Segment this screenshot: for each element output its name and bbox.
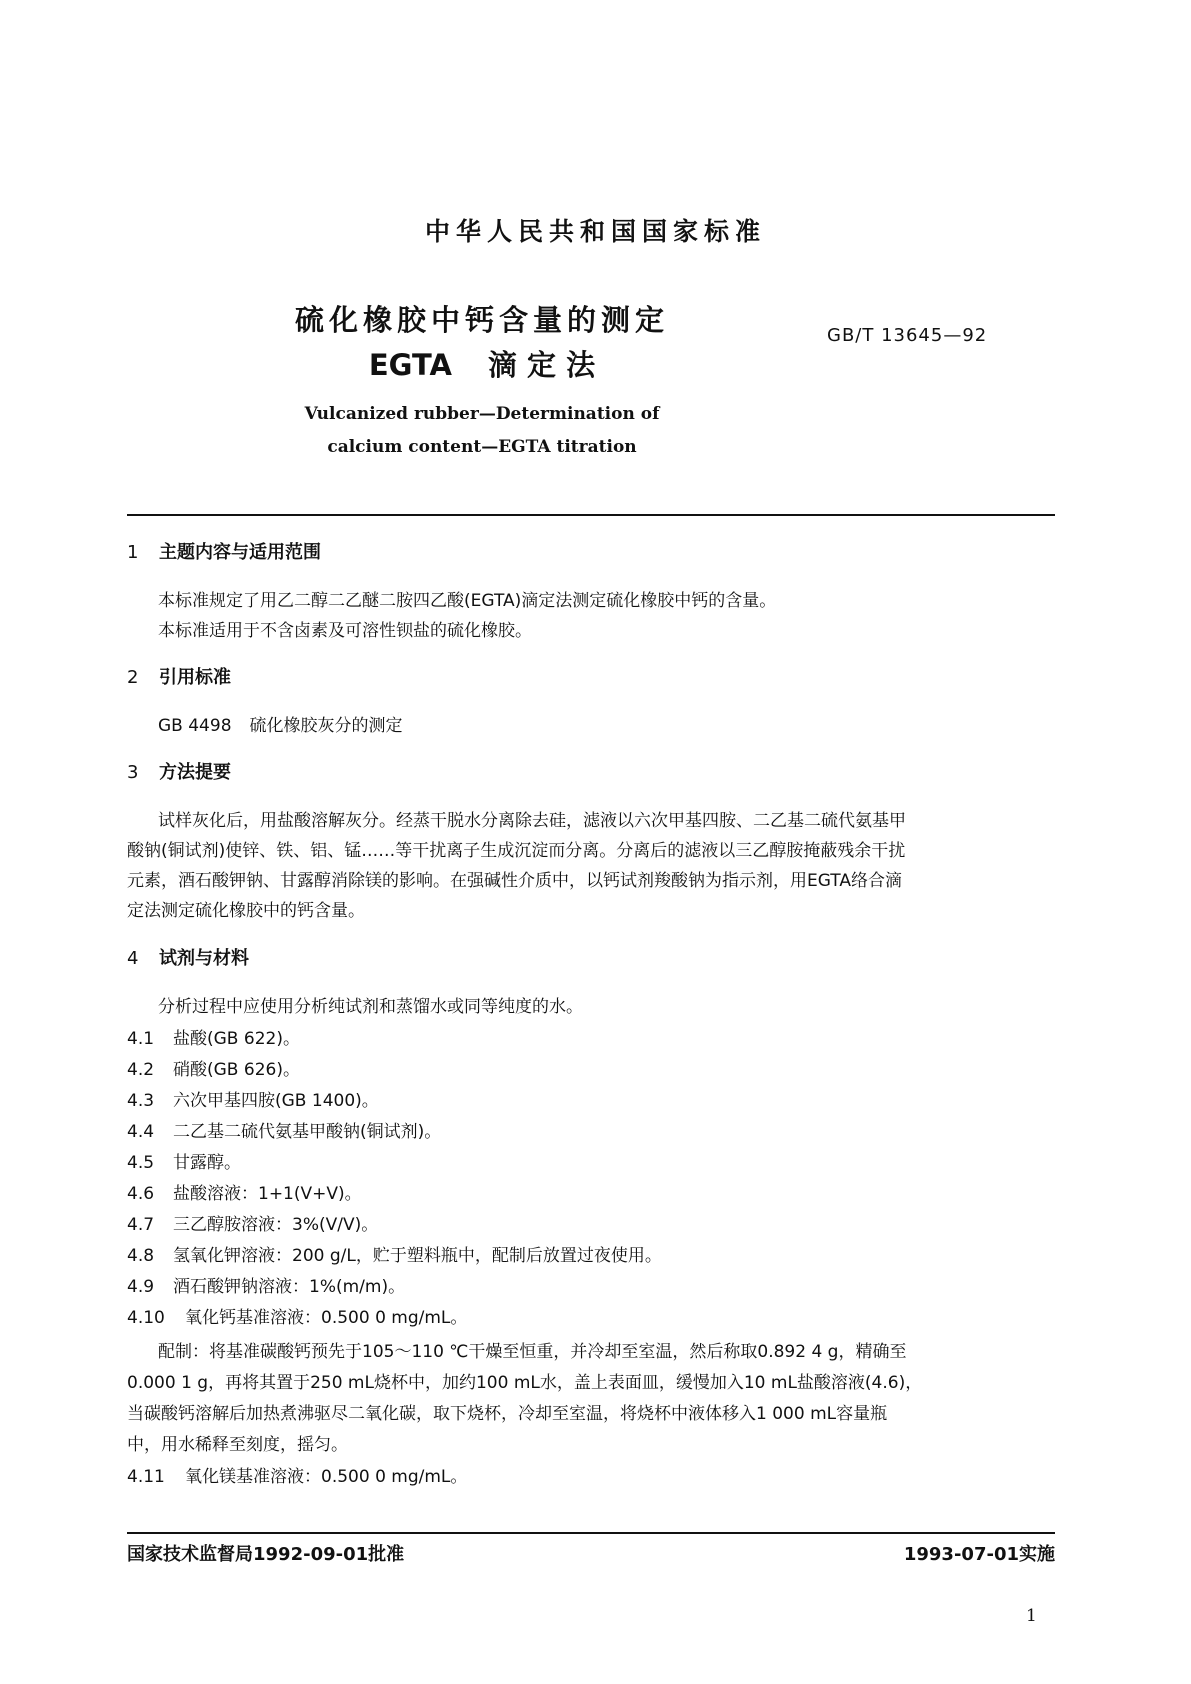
preparation-line-2: 0.000 1 g，再将其置于250 mL烧杯中，加约100 mL水，盖上表面皿，缓慢加入10 mL盐酸溶液(4.6)， xyxy=(127,1373,923,1393)
reagent-item: 4.8 氢氧化钾溶液：200 g/L，贮于塑料瓶中，配制后放置过夜使用。 xyxy=(127,1246,662,1266)
reagent-item: 4.9 酒石酸钾钠溶液：1%(m/m)。 xyxy=(127,1277,406,1297)
section-2-heading: 2 引用标准 xyxy=(127,667,231,688)
titration-label: 滴 定 法 xyxy=(487,348,596,382)
reagent-item: 4.7 三乙醇胺溶液：3%(V/V)。 xyxy=(127,1215,379,1235)
section-1-paragraph-1: 本标准规定了用乙二醇二乙醚二胺四乙酸(EGTA)滴定法测定硫化橡胶中钙的含量。 xyxy=(158,591,777,611)
preparation-line-4: 中，用水稀释至刻度，摇匀。 xyxy=(127,1435,348,1455)
english-title-line2: calcium content—EGTA titration xyxy=(327,437,637,457)
reagent-item: 4.6 盐酸溶液：1+1(V+V)。 xyxy=(127,1184,362,1204)
section-3-line-1: 试样灰化后，用盐酸溶解灰分。经蒸干脱水分离除去硅，滤液以六次甲基四胺、二乙基二硫代氨基甲 xyxy=(158,811,906,831)
section-3-line-4: 定法测定硫化橡胶中的钙含量。 xyxy=(127,901,365,921)
egta-label: EGTA xyxy=(368,348,452,382)
standard-title-method xyxy=(0,343,964,384)
preparation-line-1: 配制：将基准碳酸钙预先于105～110 ℃干燥至恒重，并冷却至室温，然后称取0.892 4 g，精确至 xyxy=(158,1342,907,1362)
reagent-item: 4.4 二乙基二硫代氨基甲酸钠(铜试剂)。 xyxy=(127,1122,442,1142)
footer-divider xyxy=(127,1532,1055,1534)
reagent-item: 4.3 六次甲基四胺(GB 1400)。 xyxy=(127,1091,379,1111)
section-3-line-3: 元素，酒石酸钾钠、甘露醇消除镁的影响。在强碱性介质中，以钙试剂羧酸钠为指示剂，用EGTA络合滴 xyxy=(127,871,903,891)
section-1-paragraph-2: 本标准适用于不含卤素及可溶性钡盐的硫化橡胶。 xyxy=(158,621,532,641)
reagent-item: 4.11 氧化镁基准溶液：0.500 0 mg/mL。 xyxy=(127,1467,468,1487)
section-4-heading: 4 试剂与材料 xyxy=(127,948,249,969)
reagent-item: 4.2 硝酸(GB 626)。 xyxy=(127,1060,300,1080)
section-1-heading: 1 主题内容与适用范围 xyxy=(127,542,321,563)
section-3-heading: 3 方法提要 xyxy=(127,762,231,783)
preparation-line-3: 当碳酸钙溶解后加热煮沸驱尽二氧化碳，取下烧杯，冷却至室温，将烧杯中液体移入1 000 mL容量瓶 xyxy=(127,1404,888,1424)
page-number: 1 xyxy=(1026,1606,1037,1626)
reagent-item: 4.5 甘露醇。 xyxy=(127,1153,241,1173)
implementation-date: 1993-07-01实施 xyxy=(903,1544,1055,1565)
header-divider xyxy=(127,514,1055,516)
reagent-item: 4.10 氧化钙基准溶液：0.500 0 mg/mL。 xyxy=(127,1308,468,1328)
english-title-line1: Vulcanized rubber—Determination of xyxy=(304,404,660,424)
national-standard-heading: 中华人民共和国国家标准 xyxy=(424,217,766,246)
approval-info: 国家技术监督局1992-09-01批准 xyxy=(127,1544,405,1565)
section-4-intro: 分析过程中应使用分析纯试剂和蒸馏水或同等纯度的水。 xyxy=(158,997,583,1017)
reagent-item: 4.1 盐酸(GB 622)。 xyxy=(127,1029,300,1049)
section-2-reference: GB 4498 硫化橡胶灰分的测定 xyxy=(158,716,403,736)
section-3-line-2: 酸钠(铜试剂)使锌、铁、铝、锰……等干扰离子生成沉淀而分离。分离后的滤液以三乙醇胺掩蔽残余干扰 xyxy=(127,841,906,861)
standard-number: GB/T 13645—92 xyxy=(827,325,988,346)
standard-title-cn: 硫化橡胶中钙含量的测定 xyxy=(294,303,669,337)
